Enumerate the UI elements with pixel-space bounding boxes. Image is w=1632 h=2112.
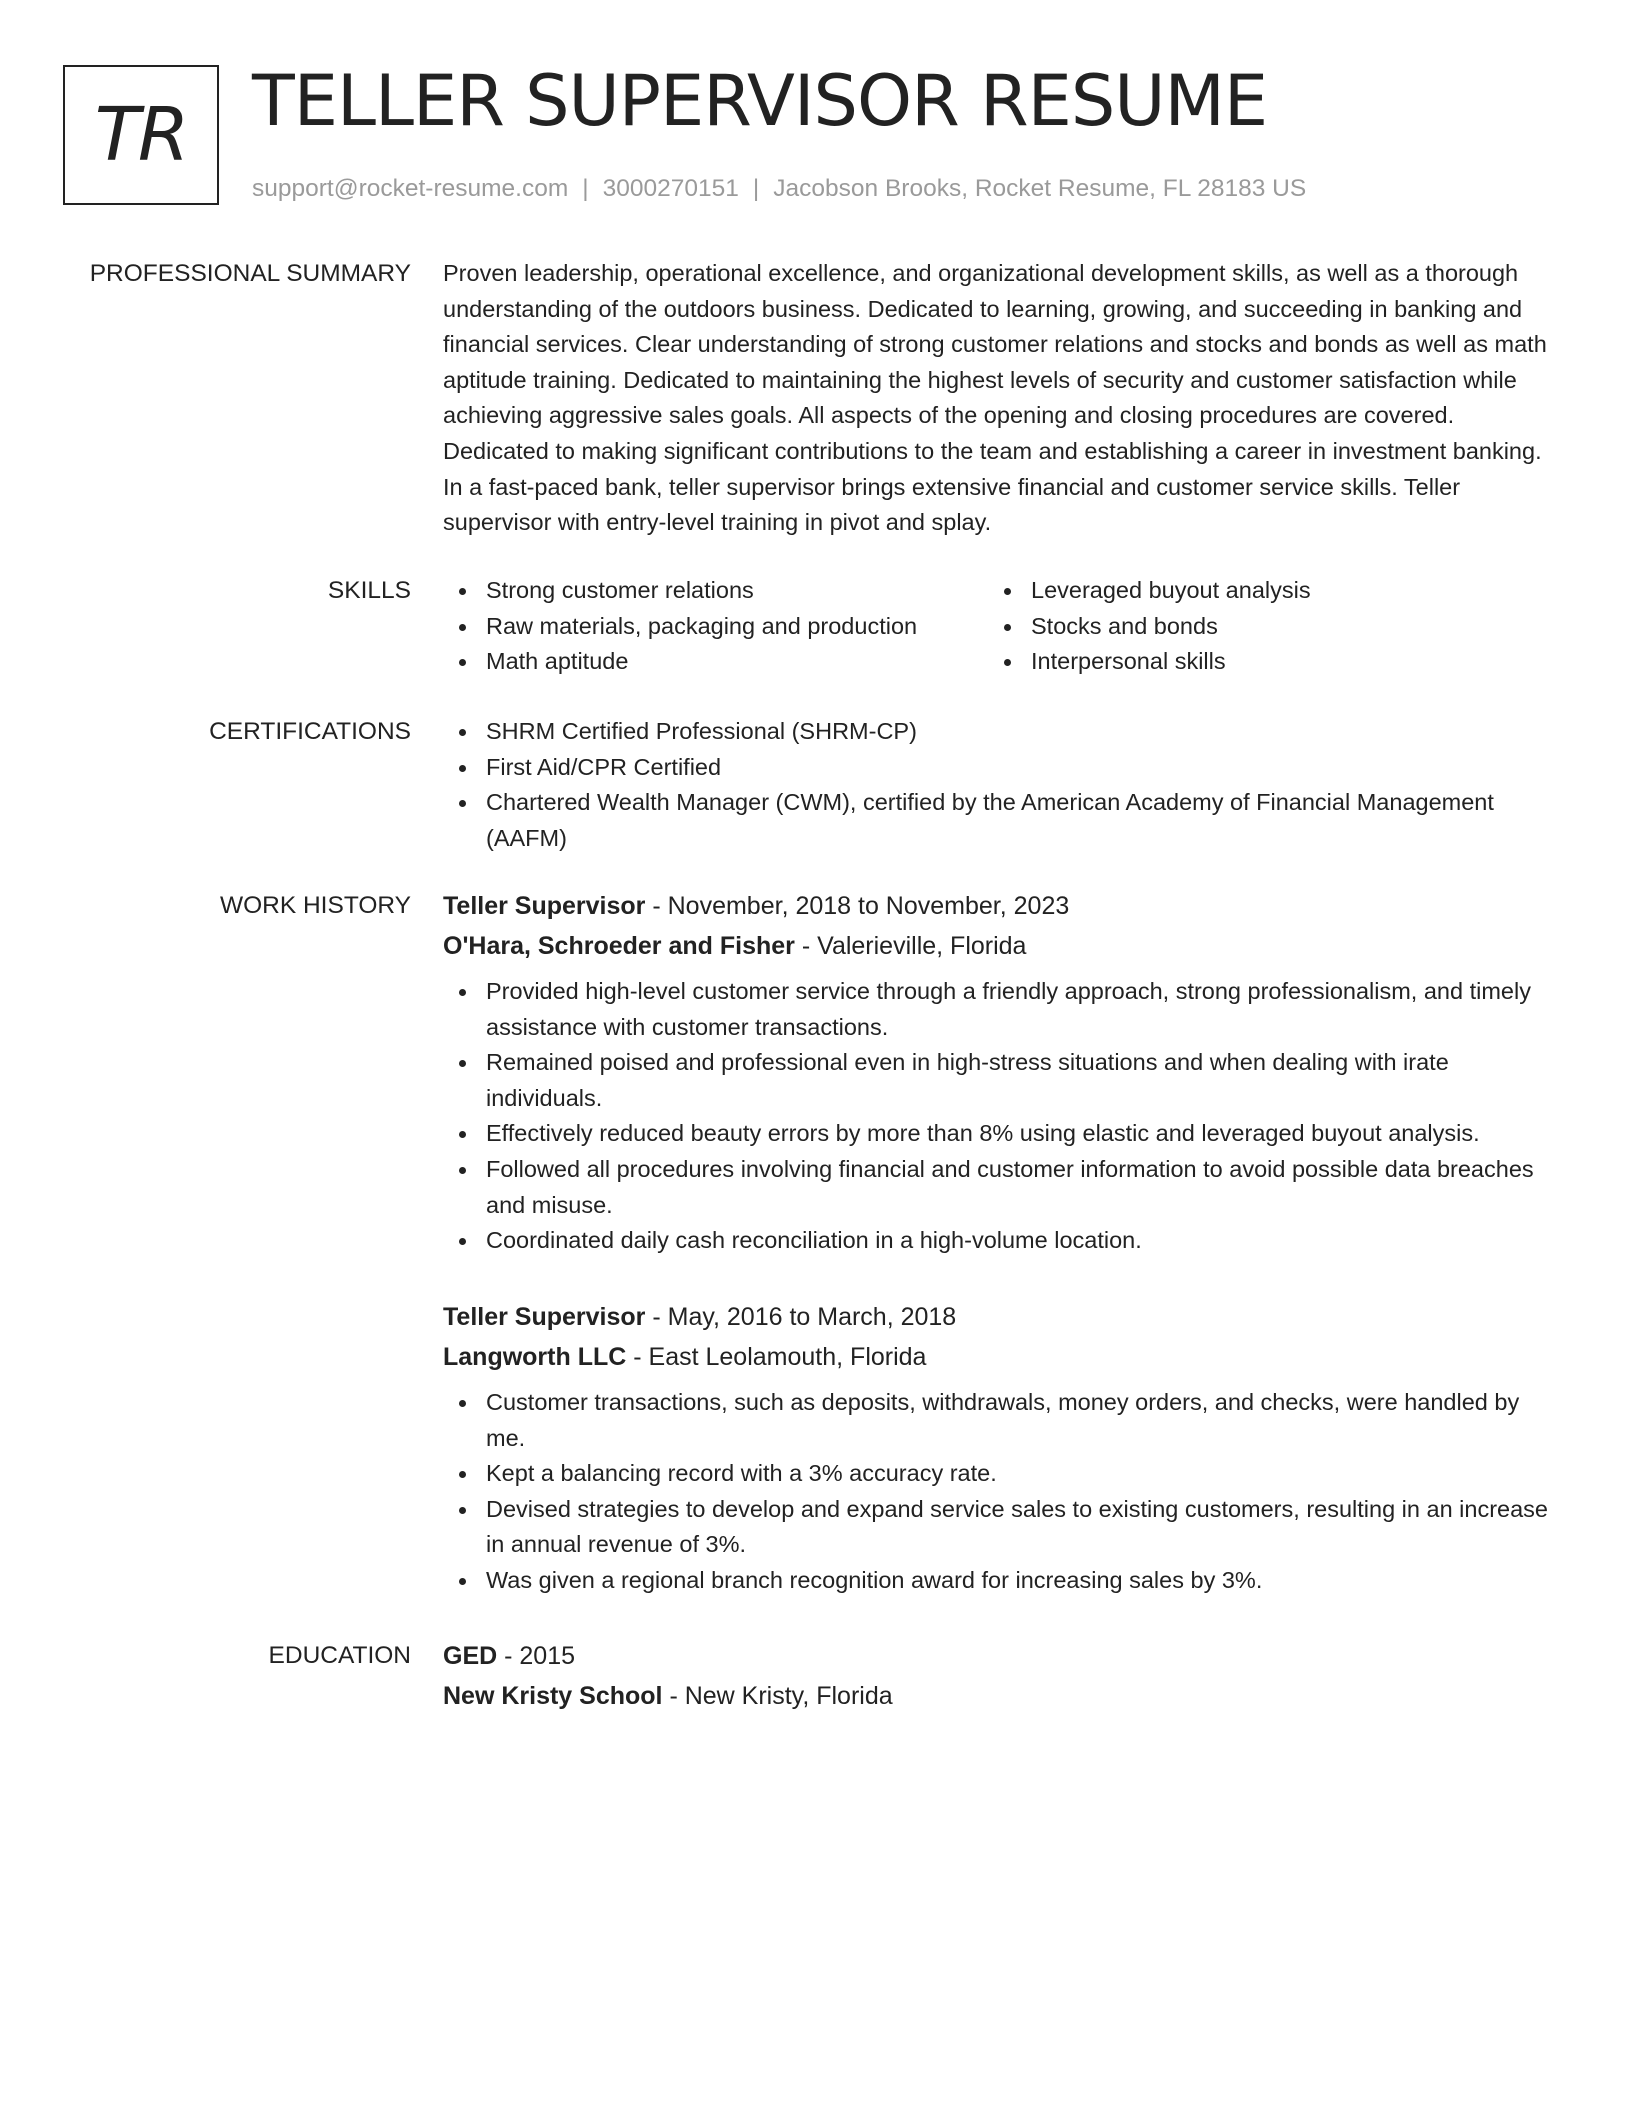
certifications-body <box>443 714 1553 856</box>
job-location: - Valerieville, Florida <box>794 932 1027 960</box>
job-bullet: Followed all procedures involving financial and customer information to avoid possible data breaches and misuse. <box>443 1152 1553 1223</box>
job-bullet: Provided high-level customer service through a friendly approach, strong professionalism, and timely assistance with customer transactions. <box>443 974 1553 1045</box>
job-bullets <box>443 974 1553 1259</box>
job-title-line <box>443 886 1553 926</box>
job-bullet: Devised strategies to develop and expand service sales to existing customers, resulting in an increase in annual revenue of 3%. <box>443 1492 1553 1563</box>
job-bullet: Coordinated daily cash reconciliation in a high-volume location. <box>443 1223 1553 1259</box>
certification-item: SHRM Certified Professional (SHRM-CP) <box>443 714 1553 750</box>
contact-address: Jacobson Brooks, Rocket Resume, FL 28183 US <box>773 175 1307 202</box>
skill-item: Math aptitude <box>443 644 988 680</box>
skill-item: Stocks and bonds <box>988 609 1533 645</box>
summary-heading: PROFESSIONAL SUMMARY <box>89 260 411 287</box>
job-location: - East Leolamouth, Florida <box>626 1343 927 1371</box>
education-heading: EDUCATION <box>268 1642 411 1669</box>
job-company-line <box>443 926 1553 966</box>
education-degree-line <box>443 1636 1553 1676</box>
skill-item: Raw materials, packaging and production <box>443 609 988 645</box>
monogram-initials: TR <box>94 92 188 178</box>
certification-item: Chartered Wealth Manager (CWM), certified by the American Academy of Financial Management (AAFM) <box>443 785 1553 856</box>
summary-text: Proven leadership, operational excellence, and organizational development skills, as well as a thorough understanding of the outdoors business. Dedicated to learning, growing, and succeeding in banking and financial services. Clear understanding of strong customer relations and stocks and bonds as well as math aptitude training. Dedicated to maintaining the highest levels of security and customer satisfaction while achieving aggressive sales goals. All aspects of the opening and closing procedures are covered. Dedicated to making significant contributions to the team and establishing a career in investment banking. In a fast-paced bank, teller supervisor brings extensive financial and customer service skills. Teller supervisor with entry-level training in pivot and splay. <box>443 260 1547 536</box>
job-entry <box>443 886 1553 1259</box>
contact-line <box>252 174 1306 204</box>
job-dates: - May, 2016 to March, 2018 <box>645 1303 957 1331</box>
skills-heading: SKILLS <box>327 577 411 604</box>
monogram-box <box>63 65 219 205</box>
education-body <box>443 1636 1553 1716</box>
skills-list <box>443 573 1553 680</box>
job-title-line <box>443 1297 1553 1337</box>
certification-item: First Aid/CPR Certified <box>443 750 1553 786</box>
certifications-list <box>443 714 1553 856</box>
job-dates: - November, 2018 to November, 2023 <box>645 892 1070 920</box>
skill-item: Strong customer relations <box>443 573 988 609</box>
work-history-heading: WORK HISTORY <box>219 892 411 919</box>
job-bullet: Customer transactions, such as deposits, withdrawals, money orders, and checks, were handled by me. <box>443 1385 1553 1456</box>
job-title: Teller Supervisor <box>443 1303 646 1331</box>
skill-item: Leveraged buyout analysis <box>988 573 1533 609</box>
job-title: Teller Supervisor <box>443 892 646 920</box>
job-company-line <box>443 1337 1553 1377</box>
education-school-line <box>443 1676 1553 1716</box>
contact-separator: | <box>752 175 760 202</box>
skills-column-right <box>988 573 1533 680</box>
job-bullet: Kept a balancing record with a 3% accuracy rate. <box>443 1456 1553 1492</box>
resume-title: TELLER SUPERVISOR RESUME <box>252 60 1268 142</box>
job-bullet: Effectively reduced beauty errors by more than 8% using elastic and leveraged buyout analysis. <box>443 1116 1553 1152</box>
skill-item: Interpersonal skills <box>988 644 1533 680</box>
skills-column-left <box>443 573 988 680</box>
job-company: O'Hara, Schroeder and Fisher <box>443 932 795 960</box>
job-bullet: Remained poised and professional even in high-stress situations and when dealing with irate individuals. <box>443 1045 1553 1116</box>
summary-body <box>443 256 1553 541</box>
education-location: - New Kristy, Florida <box>662 1682 893 1710</box>
job-entry <box>443 1297 1553 1599</box>
job-bullet: Was given a regional branch recognition award for increasing sales by 3%. <box>443 1563 1553 1599</box>
certifications-heading: CERTIFICATIONS <box>209 718 411 745</box>
job-company: Langworth LLC <box>443 1343 627 1371</box>
job-bullets <box>443 1385 1553 1599</box>
education-year: - 2015 <box>497 1642 576 1670</box>
contact-separator: | <box>582 175 589 202</box>
contact-email: support@rocket-resume.com <box>252 175 569 202</box>
education-degree: GED <box>443 1642 498 1670</box>
education-school: New Kristy School <box>443 1682 663 1710</box>
contact-phone: 3000270151 <box>602 175 739 202</box>
